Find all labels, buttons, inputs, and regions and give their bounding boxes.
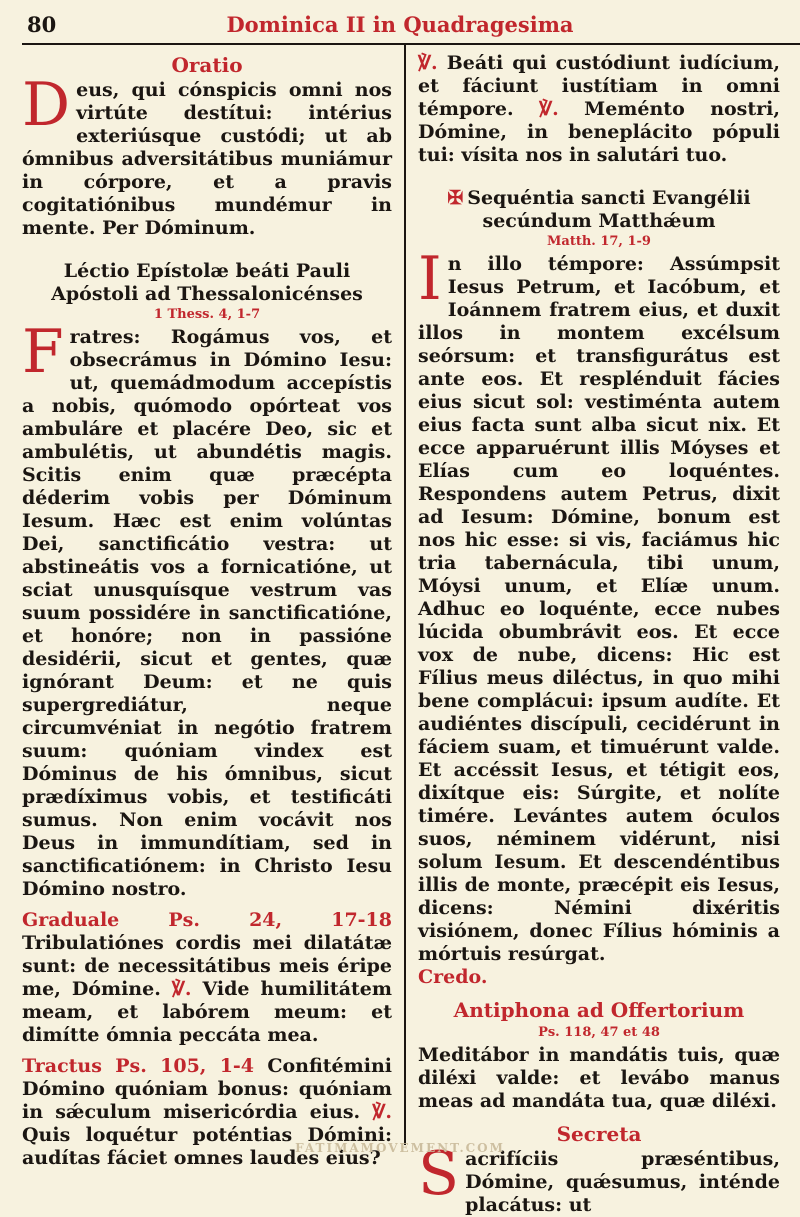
versicle-mark: ℣.: [171, 978, 192, 1000]
versicle-mark: ℣.: [539, 98, 559, 120]
left-column: [22, 52, 392, 1170]
oratio-heading: Oratio: [171, 53, 243, 77]
evangelium-heading: [418, 187, 780, 233]
drop-cap: F: [22, 317, 64, 387]
graduale-label: Graduale Ps. 24, 17-18: [22, 909, 392, 931]
credo-rubric: Credo.: [418, 966, 488, 988]
column-divider: [404, 45, 406, 1145]
lectio-body: ratres: Rogámus vos, et obsecrámus in Dómino Iesu: ut, quemádmodum accepístis a nobis, quómodo opórteat vos ambuláre et placére Deo, sic et ambulétis, ut abundétis magis. Scitis enim quæ præcépta déderim vobis per Dóminum Iesum. Hæc est enim volúntas Dei, sanctificátio vestra: ut abstineátis vos a fornicatióne, ut sciat unusquísque vestrum vas suum possidére in sanctificatióne, et honóre; non in passióne desidérii, sicut et gentes, quæ ignórant Deum: et ne quis supergrediátur, neque circumvéniat in negótio fratrem suum: quóniam vindex est Dóminus de his ómnibus, sicut prædíximus vobis, et testificáti sumus. Non enim vocávit nos Deus in immundítiam, sed in sanctificatiónem: in Christo Iesu Dómino nostro.: [22, 326, 392, 900]
lectio-heading: Léctio Epístolæ beáti Pauli Apóstoli ad Thessalonicénses: [51, 260, 363, 305]
tractus-continuation: [418, 52, 780, 167]
oratio-text: [22, 70, 392, 240]
secreta-heading: Secreta: [556, 1122, 642, 1146]
evangelium-title: Sequéntia sancti Evangélii secúndum Matthǽum: [467, 187, 751, 232]
secreta-text: [418, 1139, 780, 1217]
watermark: FATIMAMOVEMENT.COM: [295, 1141, 505, 1155]
versicle-mark: ℣.: [372, 1101, 393, 1123]
cross-icon: ✠: [447, 187, 464, 209]
offertorium-reference: Ps. 118, 47 et 48: [538, 1025, 660, 1040]
graduale-text: [22, 909, 392, 1047]
drop-cap: S: [418, 1139, 460, 1209]
running-title: Dominica II in Quadragesima: [226, 12, 574, 37]
graduale-body-b: Vide humilitátem meam, et labórem meum: et dimítte ómnia peccáta mea.: [22, 978, 392, 1046]
continuation-body-a: Beáti qui custódiunt iudícium, et fáciunt iustítiam in omni témpore.: [418, 52, 780, 120]
header-rule: [22, 43, 800, 45]
offertorium-heading: Antiphona ad Offertorium: [453, 998, 745, 1022]
lectio-text: [22, 317, 392, 901]
graduale-body-a: Tribulatiónes cordis mei dilatátæ sunt: de necessitátibus meis éripe me, Dómine.: [22, 932, 392, 1000]
page-header: [0, 0, 800, 40]
continuation-body-b: Meménto nostri, Dómine, in beneplácito pópuli tui: vísita nos in salutári tuo.: [418, 98, 780, 166]
tractus-label: Tractus Ps. 105, 1-4: [22, 1055, 255, 1077]
offertorium-text: Meditábor in mandátis tuis, quæ diléxi valde: et levábo manus meas ad mandáta tua, quæ diléxi.: [418, 1044, 780, 1112]
versicle-mark: ℣.: [418, 52, 438, 74]
drop-cap: I: [418, 244, 442, 314]
drop-cap: D: [22, 70, 71, 140]
secreta-body: acrifíciis præséntibus, Dómine, quǽsumus, inténde placátus: ut: [465, 1148, 780, 1216]
evangelium-text: [418, 244, 780, 989]
lectio-reference: 1 Thess. 4, 1-7: [153, 307, 261, 322]
tractus-body-b: Quis loquétur poténtias Dómini: audítas fáciet omnes laudes eius?: [22, 1124, 392, 1169]
tractus-body-a: Confitémini Dómino quóniam bonus: quóniam in sǽculum misericórdia eius.: [22, 1055, 392, 1123]
evangelium-reference: Matth. 17, 1-9: [547, 234, 651, 249]
evangelium-body: n illo témpore: Assúmpsit Iesus Petrum, et Iacóbum, et Ioánnem fratrem eius, et duxit illos in montem excélsum seórsum: et transfigurátus est ante eos. Et resplénduit fácies eius sicut sol: vestiménta autem eius facta sunt alba sicut nix. Et ecce apparuérunt illis Móyses et Elías cum eo loquéntes. Respondens autem Petrus, dixit ad Iesum: Dómine, bonum est nos hic esse: si vis, faciámus hic tria tabernácula, tibi unum, Móysi unum, et Elíæ unum. Adhuc eo loquénte, ecce nubes lúcida obumbrávit eos. Et ecce vox de nube, dicens: Hic est Fílius meus diléctus, in quo mihi bene complácui: ipsum audíte. Et audiéntes discípuli, cecidérunt in fáciem suam, et timuérunt valde. Et accéssit Iesus, et tétigit eos, dixítque eis: Súrgite, et nolíte timére. Levántes autem óculos suos, néminem vidérunt, nisi solum Iesum. Et descendéntibus illis de monte, præcépit eis Iesus, dicens: Némini dixéritis visiónem, donec Fílius hóminis a mórtuis resúrgat.: [418, 253, 780, 965]
oratio-body: eus, qui cónspicis omni nos virtúte destítui: intérius exteriúsque custódi; ut ab ómnibus adversitátibus muniámur in córpore, et a pravis cogitatiónibus mundémur in mente. Per Dóminum.: [22, 79, 392, 239]
page-number: 80: [27, 12, 57, 37]
right-column: [418, 52, 780, 1217]
